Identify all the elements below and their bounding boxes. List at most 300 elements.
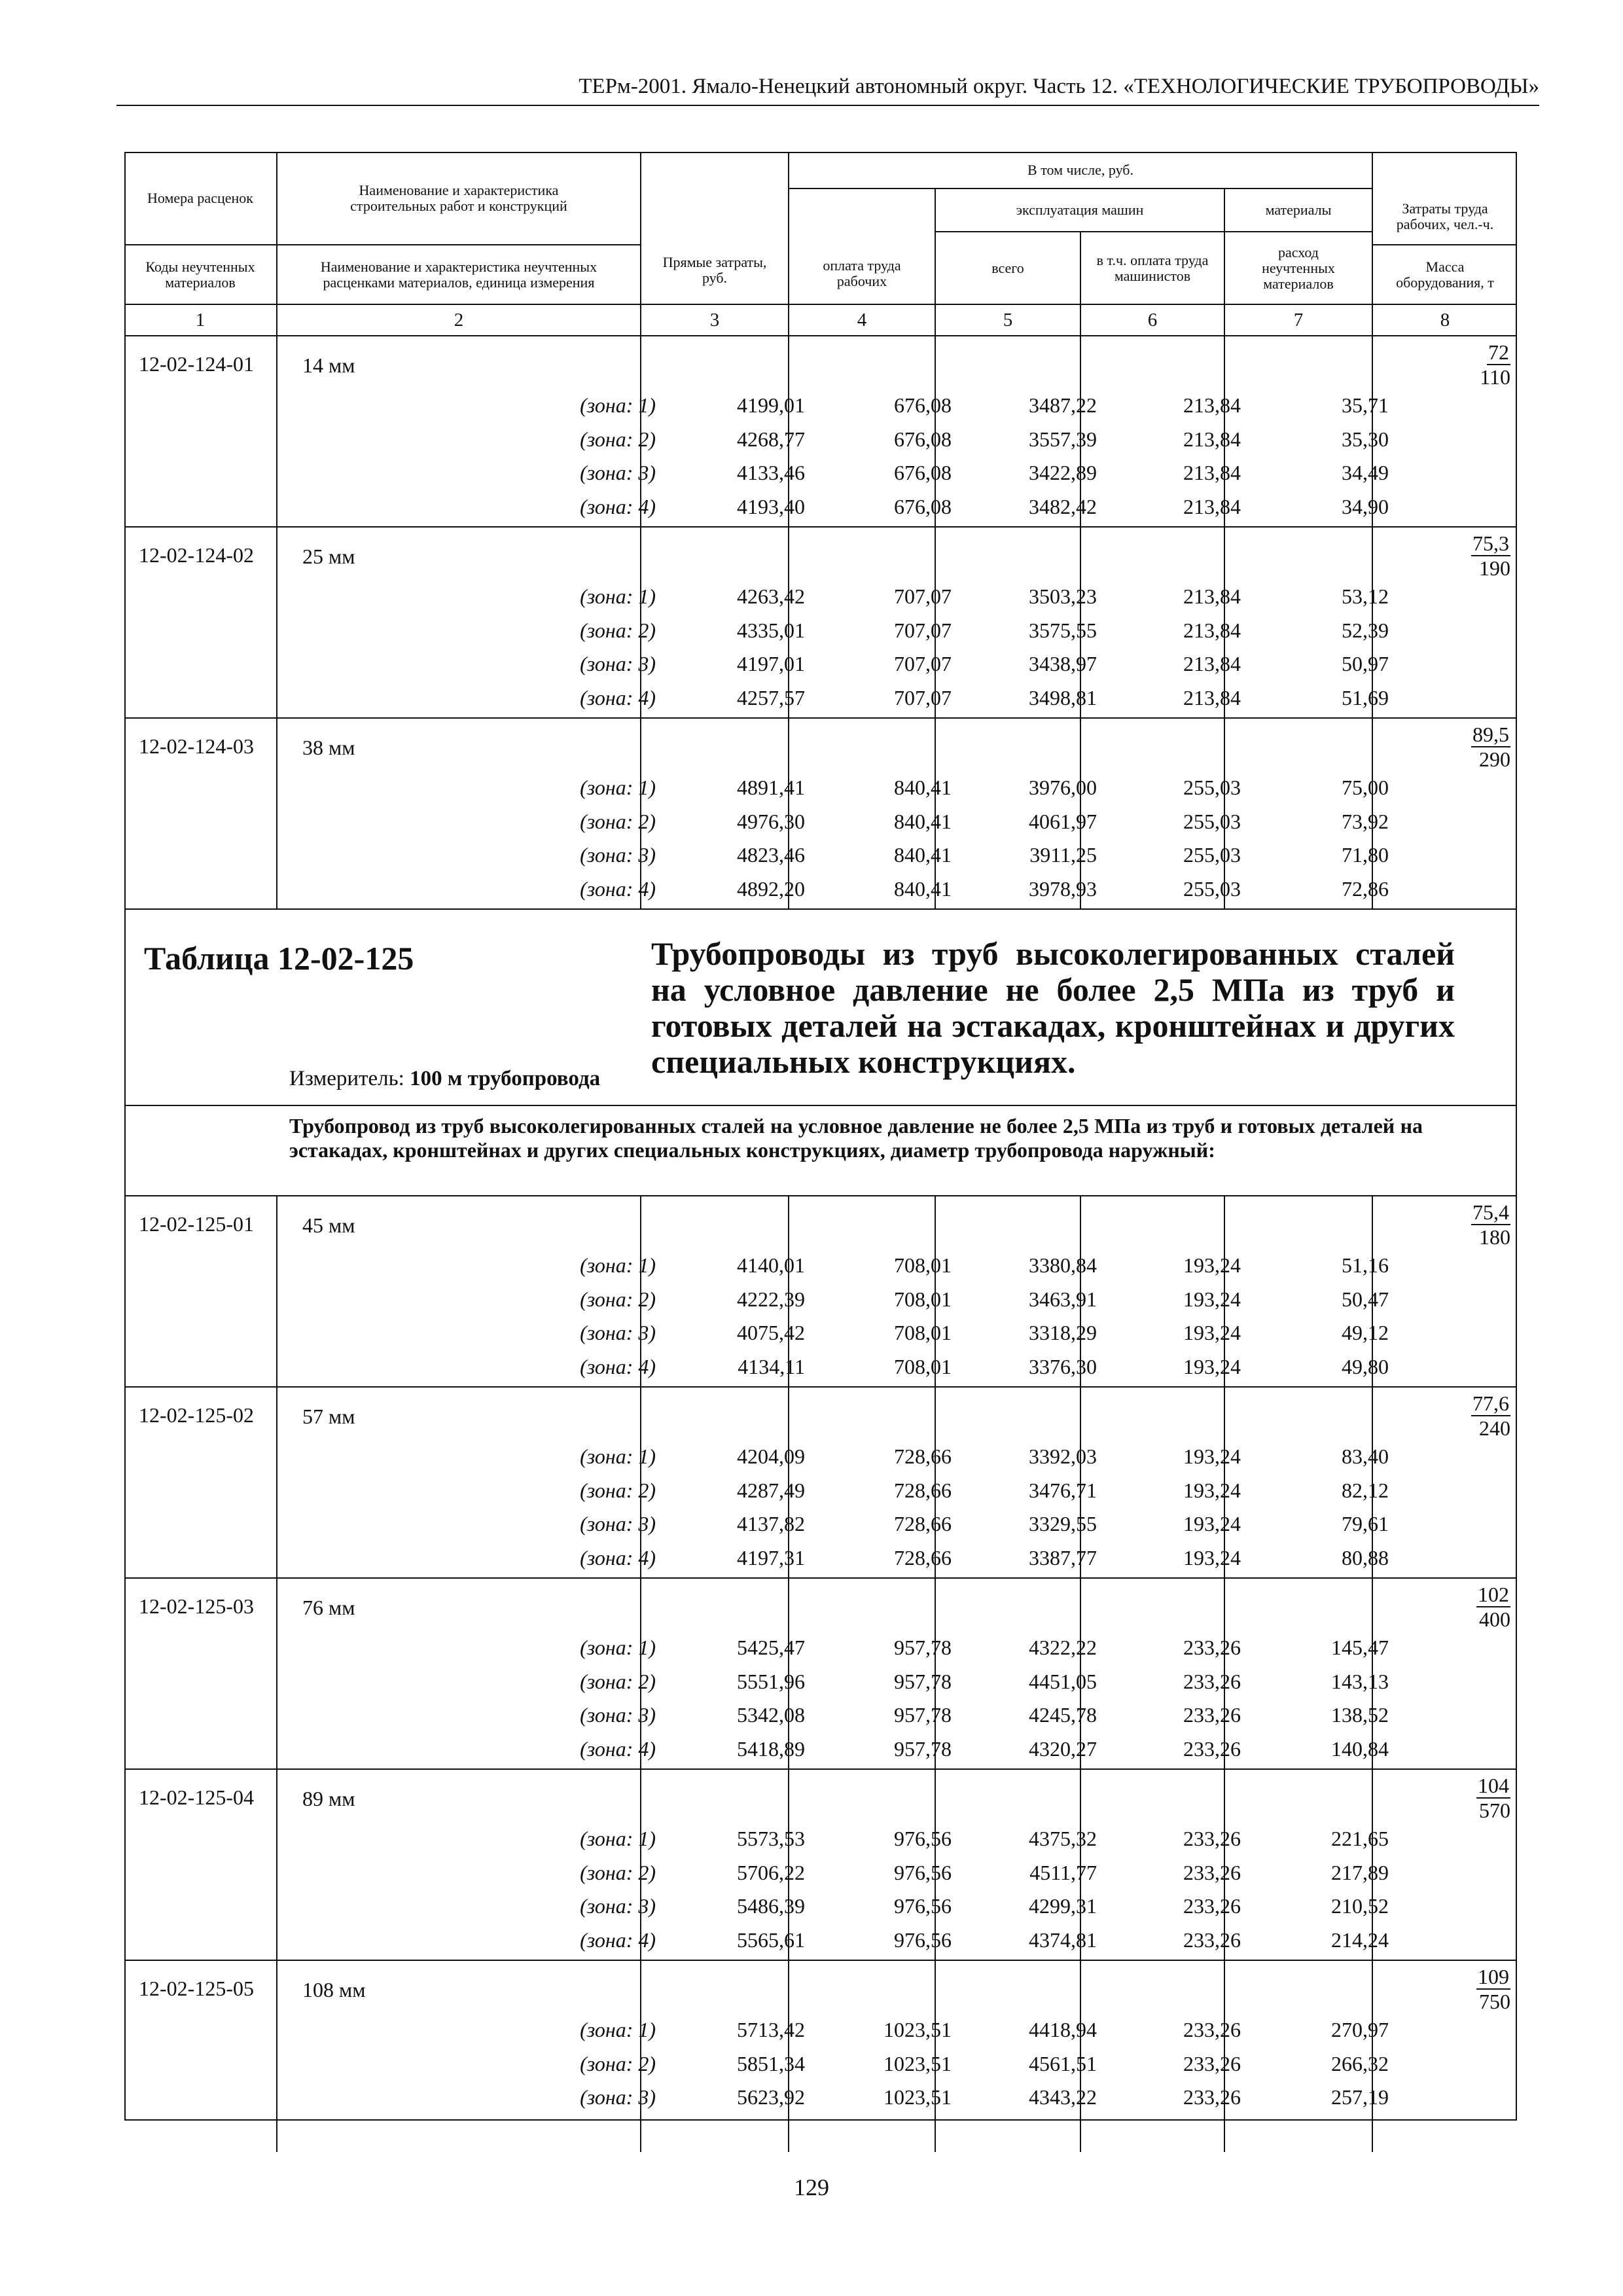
zone-row [124, 1856, 1517, 1890]
column-number: 2 [454, 310, 464, 331]
value-c4: 957,78 [894, 1669, 952, 1693]
column-number: 6 [1147, 310, 1158, 331]
value-c4: 707,07 [894, 618, 952, 642]
zone-row [124, 1541, 1517, 1575]
rate-block [124, 1961, 1517, 2152]
value-c3: 4268,77 [737, 427, 805, 451]
labor-mass-fraction [1438, 1774, 1510, 1822]
zone-row [124, 614, 1517, 647]
rate-name: 57 мм [302, 1405, 355, 1428]
zone-row [124, 1440, 1517, 1473]
equipment-mass: 400 [1479, 1607, 1510, 1631]
zone-label: (зона: 2) [580, 1669, 656, 1693]
measure-unit [289, 1065, 600, 1092]
zone-row [124, 1822, 1517, 1856]
value-c7: 35,71 [1342, 393, 1389, 417]
zone-label: (зона: 2) [580, 1287, 656, 1311]
zone-row [124, 1631, 1517, 1664]
zone-label: (зона: 2) [580, 1860, 656, 1884]
value-c5: 4343,22 [1029, 2085, 1097, 2109]
column-number: 5 [1003, 310, 1013, 331]
labor-mass-fraction [1438, 1391, 1510, 1440]
value-c7: 35,30 [1342, 427, 1389, 451]
value-c7: 257,19 [1331, 2085, 1389, 2109]
value-c4: 676,08 [894, 461, 952, 484]
col4-header: оплата труда рабочих [823, 257, 901, 289]
value-c6: 213,84 [1183, 494, 1241, 518]
value-c4: 728,66 [894, 1512, 952, 1535]
value-c5: 3380,84 [1029, 1253, 1097, 1277]
value-c3: 5623,92 [737, 2085, 805, 2109]
value-c3: 4891,41 [737, 776, 805, 799]
zone-row [124, 1507, 1517, 1541]
zone-label: (зона: 3) [580, 1894, 656, 1918]
rate-code: 12-02-125-01 [139, 1212, 254, 1236]
labor-cost: 104 [1478, 1774, 1509, 1797]
zone-row [124, 872, 1517, 906]
zone-row [124, 1249, 1517, 1282]
measure-label: Измеритель: [289, 1067, 404, 1090]
zone-row [124, 490, 1517, 524]
rate-name: 89 мм [302, 1787, 355, 1810]
value-c6: 255,03 [1183, 776, 1241, 799]
rate-code: 12-02-125-03 [139, 1594, 254, 1618]
zone-label: (зона: 4) [580, 1928, 656, 1952]
value-c3: 5425,47 [737, 1636, 805, 1659]
value-c5: 3482,42 [1029, 494, 1097, 518]
col8-header-top: Затраты труда рабочих, чел.-ч. [1396, 200, 1494, 232]
value-c6: 213,84 [1183, 618, 1241, 642]
value-c5: 3376,30 [1029, 1354, 1097, 1378]
zone-row [124, 1474, 1517, 1507]
work-description [124, 1106, 1517, 1196]
equipment-mass: 750 [1479, 1990, 1510, 2013]
column-number: 7 [1293, 310, 1304, 331]
zone-row [124, 681, 1517, 715]
zone-row [124, 838, 1517, 872]
rate-code: 12-02-124-03 [139, 734, 254, 758]
zone-label: (зона: 4) [580, 1545, 656, 1570]
value-c4: 708,01 [894, 1354, 952, 1378]
zone-row [124, 647, 1517, 681]
column-number: 8 [1440, 310, 1450, 331]
value-c4: 708,01 [894, 1321, 952, 1344]
value-c3: 4892,20 [737, 876, 805, 901]
equipment-mass: 110 [1480, 365, 1510, 389]
value-c7: 138,52 [1331, 1703, 1389, 1727]
value-c6: 255,03 [1183, 809, 1241, 833]
zone-label: (зона: 3) [580, 461, 656, 484]
column-number: 3 [709, 310, 720, 331]
rate-block [124, 1770, 1517, 1961]
zone-label: (зона: 3) [580, 2085, 656, 2109]
value-c6: 213,84 [1183, 461, 1241, 484]
rate-code: 12-02-125-04 [139, 1785, 254, 1809]
value-c7: 82,12 [1342, 1478, 1389, 1502]
value-c3: 4199,01 [737, 393, 805, 417]
zone-row [124, 1283, 1517, 1316]
value-c4: 840,41 [894, 876, 952, 901]
equipment-mass: 570 [1479, 1799, 1510, 1822]
value-c4: 676,08 [894, 393, 952, 417]
rate-block [124, 1388, 1517, 1579]
value-c7: 52,39 [1342, 618, 1389, 642]
zone-row [124, 1665, 1517, 1698]
value-c7: 34,49 [1342, 461, 1389, 484]
zone-label: (зона: 1) [580, 776, 656, 799]
zone-row [124, 771, 1517, 804]
column-number: 4 [857, 310, 867, 331]
value-c6: 193,24 [1183, 1321, 1241, 1344]
value-c7: 217,89 [1331, 1860, 1389, 1884]
value-c3: 4133,46 [737, 461, 805, 484]
zone-label: (зона: 4) [580, 685, 656, 709]
value-c6: 233,26 [1183, 1669, 1241, 1693]
zone-row [124, 456, 1517, 490]
value-c5: 4511,77 [1029, 1860, 1097, 1884]
value-c6: 233,26 [1183, 2051, 1241, 2075]
value-c6: 233,26 [1183, 2085, 1241, 2109]
value-c4: 840,41 [894, 809, 952, 833]
value-c4: 707,07 [894, 584, 952, 608]
value-c6: 193,24 [1183, 1478, 1241, 1502]
zone-row [124, 423, 1517, 456]
zone-label: (зона: 3) [580, 1703, 656, 1727]
equipment-mass: 180 [1479, 1225, 1510, 1249]
value-c3: 4976,30 [737, 809, 805, 833]
value-c3: 4075,42 [737, 1321, 805, 1344]
value-c5: 4245,78 [1029, 1703, 1097, 1727]
rate-name: 14 мм [302, 353, 355, 377]
value-c3: 5418,89 [737, 1736, 805, 1761]
zone-label: (зона: 2) [580, 1478, 656, 1502]
value-c6: 233,26 [1183, 1860, 1241, 1884]
value-c7: 221,65 [1331, 1827, 1389, 1850]
measure-value: 100 м трубопровода [410, 1067, 601, 1090]
value-c5: 3318,29 [1029, 1321, 1097, 1344]
value-c6: 213,84 [1183, 427, 1241, 451]
value-c5: 3911,25 [1029, 843, 1097, 867]
value-c5: 3557,39 [1029, 427, 1097, 451]
labor-mass-fraction [1438, 531, 1510, 580]
column-numbers-row [124, 304, 1517, 336]
value-c7: 145,47 [1331, 1636, 1389, 1659]
value-c7: 266,32 [1331, 2051, 1389, 2075]
value-c4: 707,07 [894, 652, 952, 675]
value-c7: 50,97 [1342, 652, 1389, 675]
col8-header-bottom: Масса оборудования, т [1396, 258, 1494, 291]
value-c4: 708,01 [894, 1253, 952, 1277]
col2-header-top: Наименование и характеристика строительных работ и конструкций [350, 181, 567, 214]
value-c7: 73,92 [1342, 809, 1389, 833]
running-header: ТЕРм-2001. Ямало-Ненецкий автономный округ. Часть 12. «ТЕХНОЛОГИЧЕСКИЕ ТРУБОПРОВОДЫ» [579, 75, 1539, 98]
labor-mass-fraction [1438, 723, 1510, 771]
labor-cost: 77,6 [1472, 1391, 1509, 1415]
zone-label: (зона: 2) [580, 809, 656, 833]
value-c7: 49,80 [1342, 1354, 1389, 1378]
machines-header: эксплуатация машин [1016, 202, 1144, 218]
rate-name: 25 мм [302, 545, 355, 568]
value-c3: 5706,22 [737, 1860, 805, 1884]
zone-label: (зона: 3) [580, 652, 656, 675]
value-c7: 51,69 [1342, 685, 1389, 709]
zone-label: (зона: 1) [580, 1253, 656, 1277]
value-c5: 4061,97 [1029, 809, 1097, 833]
zone-label: (зона: 4) [580, 1736, 656, 1761]
value-c3: 5565,61 [737, 1928, 805, 1952]
value-c5: 3422,89 [1029, 461, 1097, 484]
rate-name: 38 мм [302, 736, 355, 759]
value-c6: 193,24 [1183, 1354, 1241, 1378]
labor-cost: 72 [1488, 340, 1509, 364]
value-c5: 3329,55 [1029, 1512, 1097, 1535]
zone-row [124, 1316, 1517, 1350]
col6-header: в т.ч. оплата труда машинистов [1096, 251, 1209, 284]
col2-header-bottom: Наименование и характеристика неучтенных расценками материалов, единица измерения [320, 258, 597, 291]
value-c7: 79,61 [1342, 1512, 1389, 1535]
labor-mass-fraction [1438, 340, 1510, 389]
value-c6: 213,84 [1183, 685, 1241, 709]
col1-header-bottom: Коды неучтенных материалов [145, 258, 255, 291]
value-c3: 5713,42 [737, 2018, 805, 2041]
value-c3: 5486,39 [737, 1894, 805, 1918]
value-c3: 4204,09 [737, 1444, 805, 1468]
zone-label: (зона: 4) [580, 876, 656, 901]
labor-mass-fraction [1438, 1583, 1510, 1631]
zone-label: (зона: 1) [580, 2018, 656, 2041]
col1-header-top: Номера расценок [147, 189, 253, 206]
value-c5: 4374,81 [1029, 1928, 1097, 1952]
value-c7: 50,47 [1342, 1287, 1389, 1311]
labor-cost: 89,5 [1472, 723, 1509, 746]
value-c7: 214,24 [1331, 1928, 1389, 1952]
col5-header: всего [991, 259, 1024, 276]
zone-label: (зона: 1) [580, 1636, 656, 1659]
rate-name: 76 мм [302, 1596, 355, 1619]
labor-mass-fraction [1438, 1965, 1510, 2013]
value-c7: 210,52 [1331, 1894, 1389, 1918]
value-c6: 233,26 [1183, 1736, 1241, 1761]
value-c3: 4335,01 [737, 618, 805, 642]
labor-mass-fraction [1438, 1200, 1510, 1249]
value-c3: 4193,40 [737, 494, 805, 518]
value-c5: 3392,03 [1029, 1444, 1097, 1468]
table-title-section [124, 911, 1517, 1106]
rate-block [124, 719, 1517, 910]
rate-code: 12-02-125-05 [139, 1977, 254, 2000]
value-c6: 193,24 [1183, 1444, 1241, 1468]
value-c6: 193,24 [1183, 1512, 1241, 1535]
value-c5: 3575,55 [1029, 618, 1097, 642]
value-c3: 4287,49 [737, 1478, 805, 1502]
value-c6: 233,26 [1183, 1928, 1241, 1952]
value-c5: 3978,93 [1029, 876, 1097, 901]
value-c6: 213,84 [1183, 584, 1241, 608]
table-number: Таблица 12-02-125 [144, 940, 414, 977]
value-c4: 676,08 [894, 427, 952, 451]
value-c6: 193,24 [1183, 1287, 1241, 1311]
value-c7: 53,12 [1342, 584, 1389, 608]
equipment-mass: 290 [1479, 747, 1510, 771]
value-c7: 72,86 [1342, 876, 1389, 901]
table-title: Трубопроводы из труб высоколегированных сталей на условное давление не более 2,5 МПа из труб и готовых деталей на эстакадах, кронштейнах и других специальных конструкциях. [651, 935, 1455, 1080]
value-c4: 1023,51 [883, 2085, 952, 2109]
value-c7: 34,90 [1342, 494, 1389, 518]
zone-row [124, 2013, 1517, 2047]
value-c7: 80,88 [1342, 1545, 1389, 1570]
value-c6: 233,26 [1183, 1703, 1241, 1727]
value-c7: 75,00 [1342, 776, 1389, 799]
value-c4: 957,78 [894, 1703, 952, 1727]
materials-header: материалы [1265, 202, 1332, 218]
value-c6: 233,26 [1183, 1894, 1241, 1918]
labor-cost: 102 [1478, 1583, 1509, 1606]
col3-header: Прямые затраты, руб. [662, 254, 767, 286]
rate-block [124, 1579, 1517, 1770]
value-c4: 957,78 [894, 1736, 952, 1761]
zone-row [124, 389, 1517, 422]
zone-row [124, 1732, 1517, 1766]
value-c5: 4375,32 [1029, 1827, 1097, 1850]
value-c7: 270,97 [1331, 2018, 1389, 2041]
equipment-mass: 190 [1479, 556, 1510, 580]
zone-label: (зона: 1) [580, 1827, 656, 1850]
col7-header: расход неучтенных материалов [1262, 243, 1335, 292]
zone-row [124, 580, 1517, 613]
labor-cost: 109 [1478, 1965, 1509, 1988]
value-c4: 708,01 [894, 1287, 952, 1311]
value-c3: 5851,34 [737, 2051, 805, 2075]
equipment-mass: 240 [1479, 1416, 1510, 1440]
value-c5: 3498,81 [1029, 685, 1097, 709]
zone-row [124, 1350, 1517, 1384]
value-c4: 840,41 [894, 776, 952, 799]
value-c4: 728,66 [894, 1478, 952, 1502]
zone-label: (зона: 4) [580, 494, 656, 518]
value-c3: 4823,46 [737, 843, 805, 867]
value-c6: 255,03 [1183, 843, 1241, 867]
value-c4: 707,07 [894, 685, 952, 709]
value-c7: 51,16 [1342, 1253, 1389, 1277]
value-c3: 4197,01 [737, 652, 805, 675]
value-c5: 3476,71 [1029, 1478, 1097, 1502]
value-c3: 5342,08 [737, 1703, 805, 1727]
value-c5: 4322,22 [1029, 1636, 1097, 1659]
value-c3: 4134,11 [738, 1354, 805, 1378]
value-c4: 840,41 [894, 843, 952, 867]
value-c3: 5551,96 [737, 1669, 805, 1693]
value-c4: 676,08 [894, 494, 952, 518]
zone-label: (зона: 2) [580, 2051, 656, 2075]
value-c6: 233,26 [1183, 1636, 1241, 1659]
value-c6: 213,84 [1183, 393, 1241, 417]
value-c6: 233,26 [1183, 1827, 1241, 1850]
zone-label: (зона: 4) [580, 1354, 656, 1378]
column-number: 1 [195, 310, 205, 331]
rate-name: 108 мм [302, 1978, 366, 2001]
page-number: 129 [794, 2174, 829, 2200]
value-c7: 71,80 [1342, 843, 1389, 867]
value-c5: 4451,05 [1029, 1669, 1097, 1693]
zone-row [124, 2081, 1517, 2114]
value-c5: 4299,31 [1029, 1894, 1097, 1918]
value-c4: 976,56 [894, 1894, 952, 1918]
value-c5: 4418,94 [1029, 2018, 1097, 2041]
value-c5: 4561,51 [1029, 2051, 1097, 2075]
zone-row [124, 1924, 1517, 1957]
value-c4: 1023,51 [883, 2018, 952, 2041]
zone-label: (зона: 3) [580, 1512, 656, 1535]
value-c5: 3976,00 [1029, 776, 1097, 799]
value-c7: 49,12 [1342, 1321, 1389, 1344]
value-c4: 728,66 [894, 1444, 952, 1468]
zone-label: (зона: 2) [580, 427, 656, 451]
value-c4: 976,56 [894, 1827, 952, 1850]
labor-cost: 75,3 [1472, 531, 1509, 555]
value-c7: 143,13 [1331, 1669, 1389, 1693]
value-c7: 140,84 [1331, 1736, 1389, 1761]
value-c6: 213,84 [1183, 652, 1241, 675]
rate-block [124, 336, 1517, 528]
rate-code: 12-02-124-01 [139, 352, 254, 376]
rate-block [124, 1196, 1517, 1388]
value-c5: 3387,77 [1029, 1545, 1097, 1570]
value-c6: 193,24 [1183, 1253, 1241, 1277]
value-c3: 4222,39 [737, 1287, 805, 1311]
rate-code: 12-02-124-02 [139, 543, 254, 567]
zone-label: (зона: 1) [580, 584, 656, 608]
zone-label: (зона: 2) [580, 618, 656, 642]
column-header [124, 152, 1517, 304]
value-c6: 255,03 [1183, 876, 1241, 901]
incl-header: В том числе, руб. [1027, 161, 1133, 178]
value-c5: 4320,27 [1029, 1736, 1097, 1761]
value-c5: 3503,23 [1029, 584, 1097, 608]
value-c3: 4137,82 [737, 1512, 805, 1535]
value-c3: 4257,57 [737, 685, 805, 709]
rate-code: 12-02-125-02 [139, 1403, 254, 1427]
value-c5: 3463,91 [1029, 1287, 1097, 1311]
value-c4: 976,56 [894, 1860, 952, 1884]
value-c4: 1023,51 [883, 2051, 952, 2075]
value-c3: 4197,31 [737, 1545, 805, 1570]
zone-row [124, 1698, 1517, 1732]
zone-label: (зона: 1) [580, 1444, 656, 1468]
value-c4: 976,56 [894, 1928, 952, 1952]
zone-row [124, 1890, 1517, 1923]
value-c3: 4140,01 [737, 1253, 805, 1277]
value-c7: 83,40 [1342, 1444, 1389, 1468]
zone-label: (зона: 3) [580, 1321, 656, 1344]
zone-row [124, 805, 1517, 838]
zone-row [124, 2047, 1517, 2081]
value-c6: 233,26 [1183, 2018, 1241, 2041]
value-c3: 4263,42 [737, 584, 805, 608]
labor-cost: 75,4 [1472, 1200, 1509, 1224]
value-c3: 5573,53 [737, 1827, 805, 1850]
value-c6: 193,24 [1183, 1545, 1241, 1570]
rate-block [124, 528, 1517, 719]
header-rule [116, 105, 1539, 106]
zone-label: (зона: 1) [580, 393, 656, 417]
value-c5: 3438,97 [1029, 652, 1097, 675]
zone-label: (зона: 3) [580, 843, 656, 867]
work-description-text: Трубопровод из труб высоколегированных сталей на условное давление не более 2,5 МПа из труб и готовых деталей на эстакадах, кронштейнах и других специальных конструкциях, диаметр трубопровода наружный: [289, 1114, 1423, 1162]
rate-name: 45 мм [302, 1213, 355, 1237]
value-c4: 728,66 [894, 1545, 952, 1570]
value-c5: 3487,22 [1029, 393, 1097, 417]
value-c4: 957,78 [894, 1636, 952, 1659]
